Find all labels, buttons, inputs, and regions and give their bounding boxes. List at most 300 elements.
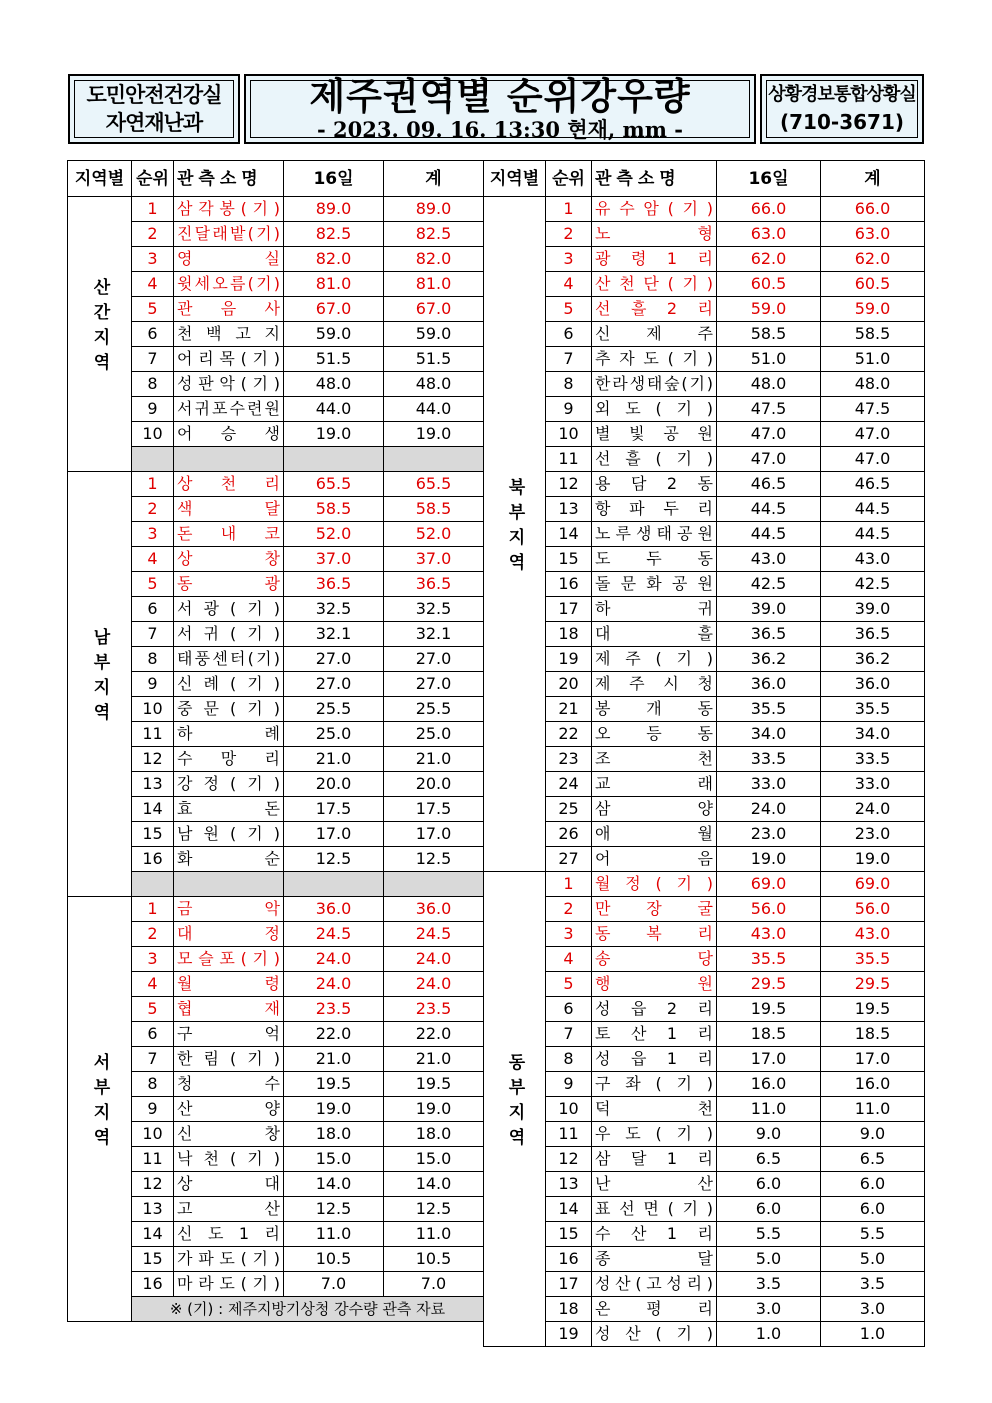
rank-cell: 13 — [132, 772, 174, 797]
day-rainfall-cell: 25.0 — [284, 722, 384, 747]
table-row — [484, 847, 925, 872]
station-name: 월 정 ( 기 ) — [595, 874, 713, 893]
station-name: 산 천 단 ( 기 ) — [595, 274, 713, 293]
station-name-cell — [592, 1197, 717, 1222]
day-rainfall-cell: 1.0 — [717, 1322, 821, 1347]
station-name: 유 수 암 ( 기 ) — [595, 199, 713, 218]
station-name-cell — [174, 522, 284, 547]
rank-cell: 5 — [546, 297, 592, 322]
station-name-cell — [592, 472, 717, 497]
station-name-cell — [174, 372, 284, 397]
day-rainfall-cell: 43.0 — [717, 922, 821, 947]
total-rainfall-cell: 24.5 — [384, 922, 484, 947]
station-name-cell — [592, 272, 717, 297]
rank-cell: 9 — [132, 397, 174, 422]
day-rainfall-cell: 62.0 — [717, 247, 821, 272]
day-rainfall-cell: 36.2 — [717, 647, 821, 672]
rank-cell: 12 — [546, 472, 592, 497]
rank-cell: 11 — [132, 722, 174, 747]
station-name: 청 수 — [177, 1074, 280, 1093]
station-name-cell — [592, 872, 717, 897]
station-name-cell — [592, 772, 717, 797]
rank-cell: 9 — [132, 672, 174, 697]
total-rainfall-cell: 62.0 — [821, 247, 925, 272]
station-name-cell — [174, 547, 284, 572]
station-name-cell — [592, 822, 717, 847]
station-name: 삼 각 봉 ( 기 ) — [177, 199, 280, 218]
day-rainfall-cell: 69.0 — [717, 872, 821, 897]
rank-cell: 4 — [546, 947, 592, 972]
table-row — [484, 347, 925, 372]
rank-cell: 17 — [546, 597, 592, 622]
station-name: 선 흘 ( 기 ) — [595, 449, 713, 468]
day-rainfall-cell: 17.5 — [284, 797, 384, 822]
day-rainfall-cell: 44.5 — [717, 522, 821, 547]
station-name: 어 승 생 — [177, 424, 280, 443]
day-rainfall-cell: 3.5 — [717, 1272, 821, 1297]
day-rainfall-cell: 11.0 — [284, 1222, 384, 1247]
table-row — [68, 197, 484, 222]
rank-cell: 10 — [132, 1122, 174, 1147]
table-row — [484, 722, 925, 747]
total-rainfall-cell: 42.5 — [821, 572, 925, 597]
day-rainfall-cell: 27.0 — [284, 672, 384, 697]
total-rainfall-cell: 22.0 — [384, 1022, 484, 1047]
day-rainfall-cell: 23.5 — [284, 997, 384, 1022]
station-name-cell — [592, 1172, 717, 1197]
station-name: 화 순 — [177, 849, 280, 868]
station-name: 낙 천 ( 기 ) — [177, 1149, 280, 1168]
day-rainfall-cell: 5.5 — [717, 1222, 821, 1247]
rank-cell: 6 — [132, 597, 174, 622]
day-rainfall-cell: 66.0 — [717, 197, 821, 222]
rank-cell: 14 — [546, 522, 592, 547]
station-name-cell — [174, 347, 284, 372]
station-name: 삼 양 — [595, 799, 713, 818]
total-rainfall-cell: 36.0 — [821, 672, 925, 697]
rank-cell: 5 — [132, 997, 174, 1022]
station-name-cell — [174, 197, 284, 222]
station-name-cell — [174, 497, 284, 522]
day-rainfall-cell: 44.0 — [284, 397, 384, 422]
station-name-cell — [174, 772, 284, 797]
total-rainfall-cell: 17.5 — [384, 797, 484, 822]
day-rainfall-cell: 7.0 — [284, 1272, 384, 1297]
total-rainfall-cell: 17.0 — [384, 822, 484, 847]
total-rainfall-cell: 36.5 — [821, 622, 925, 647]
station-name: 중 문 ( 기 ) — [177, 699, 280, 718]
total-rainfall-cell: 51.5 — [384, 347, 484, 372]
day-rainfall-cell: 47.0 — [717, 422, 821, 447]
rank-cell: 3 — [132, 947, 174, 972]
station-name: 항 파 두 리 — [595, 499, 713, 518]
total-rainfall-cell: 58.5 — [384, 497, 484, 522]
total-rainfall-cell: 11.0 — [821, 1097, 925, 1122]
station-name: 진 달 래 밭 ( 기 ) — [177, 224, 280, 243]
rank-cell: 6 — [132, 322, 174, 347]
station-name-cell — [592, 222, 717, 247]
rank-cell: 21 — [546, 697, 592, 722]
blank-cell — [284, 872, 384, 897]
table-row — [484, 522, 925, 547]
station-name: 관 음 사 — [177, 299, 280, 318]
blank-cell — [132, 872, 174, 897]
table-row — [484, 947, 925, 972]
rank-cell: 10 — [132, 422, 174, 447]
day-rainfall-cell: 32.1 — [284, 622, 384, 647]
station-name-cell — [592, 372, 717, 397]
region-cell-west — [68, 897, 132, 1322]
day-rainfall-cell: 11.0 — [717, 1097, 821, 1122]
day-rainfall-cell: 24.0 — [284, 972, 384, 997]
station-name-cell — [592, 747, 717, 772]
rank-cell: 3 — [132, 522, 174, 547]
rank-cell: 3 — [546, 247, 592, 272]
station-name-cell — [592, 522, 717, 547]
day-rainfall-cell: 22.0 — [284, 1022, 384, 1047]
day-rainfall-cell: 24.0 — [284, 947, 384, 972]
table-row — [484, 572, 925, 597]
day-rainfall-cell: 19.0 — [717, 847, 821, 872]
station-name-cell — [592, 1322, 717, 1347]
station-name: 한 림 ( 기 ) — [177, 1049, 280, 1068]
station-name-cell — [592, 322, 717, 347]
station-name-cell — [174, 972, 284, 997]
contact-box — [760, 74, 924, 144]
station-name-cell — [174, 1097, 284, 1122]
day-rainfall-cell: 42.5 — [717, 572, 821, 597]
station-name-cell — [592, 1222, 717, 1247]
station-name-cell — [592, 1072, 717, 1097]
station-name-cell — [174, 422, 284, 447]
table-row — [484, 1022, 925, 1047]
station-name: 우 도 ( 기 ) — [595, 1124, 713, 1143]
rank-cell: 2 — [546, 222, 592, 247]
rainfall-table-left — [67, 160, 484, 1322]
rank-cell: 11 — [546, 1122, 592, 1147]
table-row — [484, 1072, 925, 1097]
day-rainfall-cell: 3.0 — [717, 1297, 821, 1322]
total-rainfall-cell: 36.5 — [384, 572, 484, 597]
total-rainfall-cell: 58.5 — [821, 322, 925, 347]
station-name: 종 달 — [595, 1249, 713, 1268]
rainfall-table-right — [483, 160, 925, 1347]
column-header-total: 계 — [821, 161, 925, 197]
blank-cell — [284, 447, 384, 472]
station-name-cell — [174, 997, 284, 1022]
station-name-cell — [592, 1097, 717, 1122]
rank-cell: 14 — [132, 797, 174, 822]
station-name: 산 양 — [177, 1099, 280, 1118]
station-name: 돌 문 화 공 원 — [595, 574, 713, 593]
region-name: 동부지역 — [504, 1053, 525, 1153]
region-cell-east — [484, 872, 546, 1347]
rank-cell: 16 — [132, 847, 174, 872]
rank-cell: 23 — [546, 747, 592, 772]
station-name-cell — [592, 572, 717, 597]
rank-cell: 10 — [546, 1097, 592, 1122]
table-row — [484, 597, 925, 622]
total-rainfall-cell: 18.5 — [821, 1022, 925, 1047]
department-line2: 자연재난과 — [105, 111, 203, 135]
rank-cell: 4 — [546, 272, 592, 297]
station-name: 신 도 1 리 — [177, 1224, 280, 1243]
station-name: 대 흘 — [595, 624, 713, 643]
station-name-cell — [592, 297, 717, 322]
station-name-cell — [174, 947, 284, 972]
rank-cell: 19 — [546, 1322, 592, 1347]
total-rainfall-cell: 9.0 — [821, 1122, 925, 1147]
rank-cell: 11 — [546, 447, 592, 472]
station-name: 덕 천 — [595, 1099, 713, 1118]
total-rainfall-cell: 6.0 — [821, 1197, 925, 1222]
rank-cell: 1 — [132, 472, 174, 497]
day-rainfall-cell: 19.0 — [284, 422, 384, 447]
station-name: 삼 달 1 리 — [595, 1149, 713, 1168]
department-line1: 도민안전건강실 — [86, 83, 222, 107]
day-rainfall-cell: 24.0 — [717, 797, 821, 822]
total-rainfall-cell: 23.5 — [384, 997, 484, 1022]
table-row — [68, 472, 484, 497]
station-name-cell — [592, 1272, 717, 1297]
day-rainfall-cell: 37.0 — [284, 547, 384, 572]
station-name: 온 평 리 — [595, 1299, 713, 1318]
rank-cell: 6 — [132, 1022, 174, 1047]
table-row — [484, 297, 925, 322]
rank-cell: 9 — [546, 397, 592, 422]
station-name-cell — [174, 1272, 284, 1297]
station-name-cell — [174, 222, 284, 247]
rank-cell: 14 — [546, 1197, 592, 1222]
station-name: 동 복 리 — [595, 924, 713, 943]
station-name: 행 원 — [595, 974, 713, 993]
total-rainfall-cell: 16.0 — [821, 1072, 925, 1097]
column-header-region: 지역별 — [68, 161, 132, 197]
day-rainfall-cell: 51.5 — [284, 347, 384, 372]
day-rainfall-cell: 82.0 — [284, 247, 384, 272]
station-name: 오 등 동 — [595, 724, 713, 743]
rank-cell: 13 — [546, 1172, 592, 1197]
total-rainfall-cell: 27.0 — [384, 672, 484, 697]
station-name-cell — [592, 1147, 717, 1172]
total-rainfall-cell: 43.0 — [821, 547, 925, 572]
table-row — [484, 422, 925, 447]
total-rainfall-cell: 23.0 — [821, 822, 925, 847]
station-name: 남 원 ( 기 ) — [177, 824, 280, 843]
note-cell: ※ (기) : 제주지방기상청 강수량 관측 자료 — [132, 1297, 484, 1322]
station-name: 애 월 — [595, 824, 713, 843]
rank-cell: 4 — [132, 972, 174, 997]
station-name: 성 읍 2 리 — [595, 999, 713, 1018]
station-name-cell — [592, 497, 717, 522]
day-rainfall-cell: 10.5 — [284, 1247, 384, 1272]
blank-cell — [132, 447, 174, 472]
rank-cell: 20 — [546, 672, 592, 697]
rank-cell: 12 — [132, 747, 174, 772]
rank-cell: 2 — [132, 497, 174, 522]
station-name: 제 주 시 청 — [595, 674, 713, 693]
station-name-cell — [174, 1172, 284, 1197]
total-rainfall-cell: 66.0 — [821, 197, 925, 222]
rank-cell: 7 — [132, 622, 174, 647]
day-rainfall-cell: 27.0 — [284, 647, 384, 672]
table-row — [484, 547, 925, 572]
station-name: 상 창 — [177, 549, 280, 568]
rank-cell: 10 — [132, 697, 174, 722]
day-rainfall-cell: 82.5 — [284, 222, 384, 247]
day-rainfall-cell: 20.0 — [284, 772, 384, 797]
region-name: 남부지역 — [89, 628, 110, 728]
station-name-cell — [174, 697, 284, 722]
rank-cell: 10 — [546, 422, 592, 447]
rank-cell: 22 — [546, 722, 592, 747]
rank-cell: 8 — [132, 647, 174, 672]
total-rainfall-cell: 1.0 — [821, 1322, 925, 1347]
station-name: 구 좌 ( 기 ) — [595, 1074, 713, 1093]
day-rainfall-cell: 18.0 — [284, 1122, 384, 1147]
total-rainfall-cell: 35.5 — [821, 697, 925, 722]
station-name: 상 대 — [177, 1174, 280, 1193]
total-rainfall-cell: 51.0 — [821, 347, 925, 372]
table-row — [484, 972, 925, 997]
station-name: 서 귀 ( 기 ) — [177, 624, 280, 643]
station-name: 광 령 1 리 — [595, 249, 713, 268]
total-rainfall-cell: 27.0 — [384, 647, 484, 672]
total-rainfall-cell: 15.0 — [384, 1147, 484, 1172]
rank-cell: 4 — [132, 272, 174, 297]
station-name: 어 음 — [595, 849, 713, 868]
station-name-cell — [592, 1022, 717, 1047]
rank-cell: 16 — [546, 572, 592, 597]
rank-cell: 16 — [132, 1272, 174, 1297]
total-rainfall-cell: 24.0 — [384, 972, 484, 997]
total-rainfall-cell: 19.0 — [821, 847, 925, 872]
table-row — [484, 447, 925, 472]
station-name: 수 망 리 — [177, 749, 280, 768]
station-name-cell — [174, 647, 284, 672]
station-name: 난 산 — [595, 1174, 713, 1193]
station-name-cell — [174, 247, 284, 272]
station-name-cell — [592, 197, 717, 222]
total-rainfall-cell: 19.0 — [384, 1097, 484, 1122]
table-row — [484, 247, 925, 272]
table-row — [484, 197, 925, 222]
station-name-cell — [174, 622, 284, 647]
station-name: 영 실 — [177, 249, 280, 268]
station-name-cell — [592, 722, 717, 747]
column-header-station: 관측소명 — [592, 161, 717, 197]
total-rainfall-cell: 6.0 — [821, 1172, 925, 1197]
station-name-cell — [592, 247, 717, 272]
day-rainfall-cell: 63.0 — [717, 222, 821, 247]
total-rainfall-cell: 47.5 — [821, 397, 925, 422]
total-rainfall-cell: 37.0 — [384, 547, 484, 572]
total-rainfall-cell: 52.0 — [384, 522, 484, 547]
region-name: 북부지역 — [504, 478, 525, 578]
table-row — [484, 497, 925, 522]
station-name-cell — [174, 572, 284, 597]
total-rainfall-cell: 14.0 — [384, 1172, 484, 1197]
station-name: 하 귀 — [595, 599, 713, 618]
table-row — [484, 1272, 925, 1297]
station-name-cell — [174, 322, 284, 347]
day-rainfall-cell: 12.5 — [284, 1197, 384, 1222]
rank-cell: 18 — [546, 1297, 592, 1322]
rank-cell: 15 — [546, 547, 592, 572]
day-rainfall-cell: 48.0 — [717, 372, 821, 397]
station-name-cell — [592, 547, 717, 572]
station-name-cell — [592, 1297, 717, 1322]
station-name: 표 선 면 ( 기 ) — [595, 1199, 713, 1218]
station-name: 성 산 ( 기 ) — [595, 1324, 713, 1343]
total-rainfall-cell: 48.0 — [821, 372, 925, 397]
table-row — [484, 747, 925, 772]
total-rainfall-cell: 3.0 — [821, 1297, 925, 1322]
day-rainfall-cell: 47.0 — [717, 447, 821, 472]
rank-cell: 9 — [546, 1072, 592, 1097]
station-name: 동 광 — [177, 574, 280, 593]
region-cell-north — [484, 197, 546, 872]
total-rainfall-cell: 82.0 — [384, 247, 484, 272]
day-rainfall-cell: 34.0 — [717, 722, 821, 747]
station-name: 봉 개 동 — [595, 699, 713, 718]
rank-cell: 25 — [546, 797, 592, 822]
station-name: 교 래 — [595, 774, 713, 793]
day-rainfall-cell: 32.5 — [284, 597, 384, 622]
station-name-cell — [174, 747, 284, 772]
station-name: 만 장 굴 — [595, 899, 713, 918]
total-rainfall-cell: 12.5 — [384, 1197, 484, 1222]
station-name: 수 산 1 리 — [595, 1224, 713, 1243]
day-rainfall-cell: 52.0 — [284, 522, 384, 547]
station-name: 천 백 고 지 — [177, 324, 280, 343]
station-name: 별 빛 공 원 — [595, 424, 713, 443]
total-rainfall-cell: 46.5 — [821, 472, 925, 497]
day-rainfall-cell: 46.5 — [717, 472, 821, 497]
station-name: 신 례 ( 기 ) — [177, 674, 280, 693]
station-name-cell — [592, 1247, 717, 1272]
station-name: 노 루 생 태 공 원 — [595, 524, 713, 543]
total-rainfall-cell: 10.5 — [384, 1247, 484, 1272]
station-name: 제 주 ( 기 ) — [595, 649, 713, 668]
rank-cell: 19 — [546, 647, 592, 672]
station-name-cell — [174, 397, 284, 422]
table-row — [484, 872, 925, 897]
column-header-day: 16일 — [717, 161, 821, 197]
total-rainfall-cell: 32.1 — [384, 622, 484, 647]
page-title: 제주권역별 순위강우량 — [309, 75, 691, 118]
day-rainfall-cell: 60.5 — [717, 272, 821, 297]
station-name-cell — [592, 597, 717, 622]
table-row — [484, 1122, 925, 1147]
day-rainfall-cell: 25.5 — [284, 697, 384, 722]
total-rainfall-cell: 89.0 — [384, 197, 484, 222]
total-rainfall-cell: 47.0 — [821, 422, 925, 447]
station-name-cell — [592, 922, 717, 947]
day-rainfall-cell: 6.0 — [717, 1197, 821, 1222]
day-rainfall-cell: 17.0 — [717, 1047, 821, 1072]
total-rainfall-cell: 43.0 — [821, 922, 925, 947]
station-name: 돈 내 코 — [177, 524, 280, 543]
table-header-row — [68, 161, 484, 197]
total-rainfall-cell: 19.5 — [821, 997, 925, 1022]
total-rainfall-cell: 44.5 — [821, 522, 925, 547]
station-name-cell — [592, 997, 717, 1022]
table-header-row — [484, 161, 925, 197]
table-row — [484, 1097, 925, 1122]
table-row — [484, 922, 925, 947]
table-row — [484, 322, 925, 347]
